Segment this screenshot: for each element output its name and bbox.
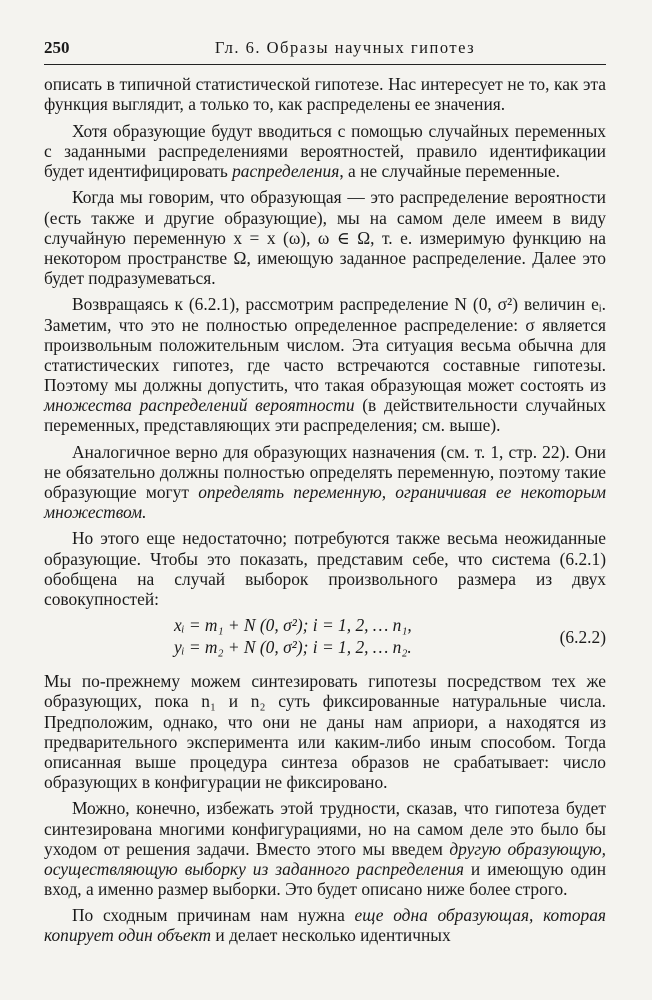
paragraph: По сходным причинам нам нужна еще одна образующая, которая копирует один объект и делает несколько идентичных bbox=[44, 905, 606, 946]
paragraph: Хотя образующие будут вводиться с помощью случайных переменных с заданными распределениями вероятностей, правило идентификации будет идентифицировать распределения, а не случайные переменные. bbox=[44, 120, 606, 181]
emphasis: определять переменную, ограничивая ее некоторым множеством. bbox=[44, 481, 606, 522]
emphasis: множества распределений вероятности bbox=[44, 394, 355, 415]
paragraph: Аналогичное верно для образующих назначения (см. т. 1, стр. 22). Они не обязательно должны полностью определять переменную, поэтому такие образующие могут определять переменную, ограничивая ее некоторым множеством. bbox=[44, 441, 606, 522]
paragraph: Когда мы говорим, что образующая — это распределение вероятности (есть также и другие образующие), мы на самом деле имеем в виду случайную переменную x = x (ω), ω ∈ Ω, т. е. измеримую функцию на некотором пространстве Ω, имеющую заданное распределение. Далее это будет подразумеваться. bbox=[44, 187, 606, 288]
paragraph: Возвращаясь к (6.2.1), рассмотрим распределение N (0, σ²) величин eᵢ. Заметим, что это не полностью определенное распределение: σ является произвольным положительным числом. Эта ситуация весьма обычна для статистических гипотез, где часто встречаются составные гипотезы. Поэтому мы должны допустить, что такая образующая может состоять из множества распределений вероятности (в действительности случайных переменных, представляющих эти распределения; см. выше). bbox=[44, 294, 606, 435]
paragraph: Но этого еще недостаточно; потребуются также весьма неожиданные образующие. Чтобы это показать, представим себе, что система (6.2.1) обобщена на случай выборок произвольного размера из двух совокупностей: bbox=[44, 528, 606, 609]
equation-number: (6.2.2) bbox=[559, 627, 606, 648]
page-body bbox=[44, 74, 606, 952]
emphasis: другую образующую, осуществляющую выборку из заданного распределения bbox=[44, 838, 606, 879]
running-title: Гл. 6. Образы научных гипотез bbox=[214, 38, 476, 57]
emphasis: распределения bbox=[232, 160, 340, 181]
paragraph: Можно, конечно, избежать этой трудности, сказав, что гипотеза будет синтезирована многими конфигурациями, но на самом деле это было бы уходом от решения задачи. Вместо этого мы введем другую образующую, осуществляющую выборку из заданного распределения и имеющую один вход, а именно размер выборки. Это будет описано ниже более строго. bbox=[44, 798, 606, 899]
equation-6-2-2 bbox=[44, 615, 606, 663]
equation-line: xᵢ = m₁ + N (0, σ²); i = 1, 2, … n₁, bbox=[174, 615, 412, 636]
page-number: 250 bbox=[44, 38, 70, 57]
emphasis: еще одна образующая, которая копирует один объект bbox=[44, 905, 606, 946]
page-header bbox=[44, 38, 606, 65]
paragraph: описать в типичной статистической гипотезе. Нас интересует не то, как эта функция выглядит, а только то, как распределены ее значения. bbox=[44, 74, 606, 115]
equation-line: yᵢ = m₂ + N (0, σ²); i = 1, 2, … n₂. bbox=[174, 637, 412, 658]
paragraph: Мы по-прежнему можем синтезировать гипотезы посредством тех же образующих, пока n₁ и n₂ суть фиксированные натуральные числа. Предположим, однако, что они не даны нам априори, а находятся из предварительного эксперимента или каким-либо иным способом. Тогда описанная выше процедура синтеза образов не срабатывает: число образующих в конфигурации не фиксировано. bbox=[44, 671, 606, 792]
